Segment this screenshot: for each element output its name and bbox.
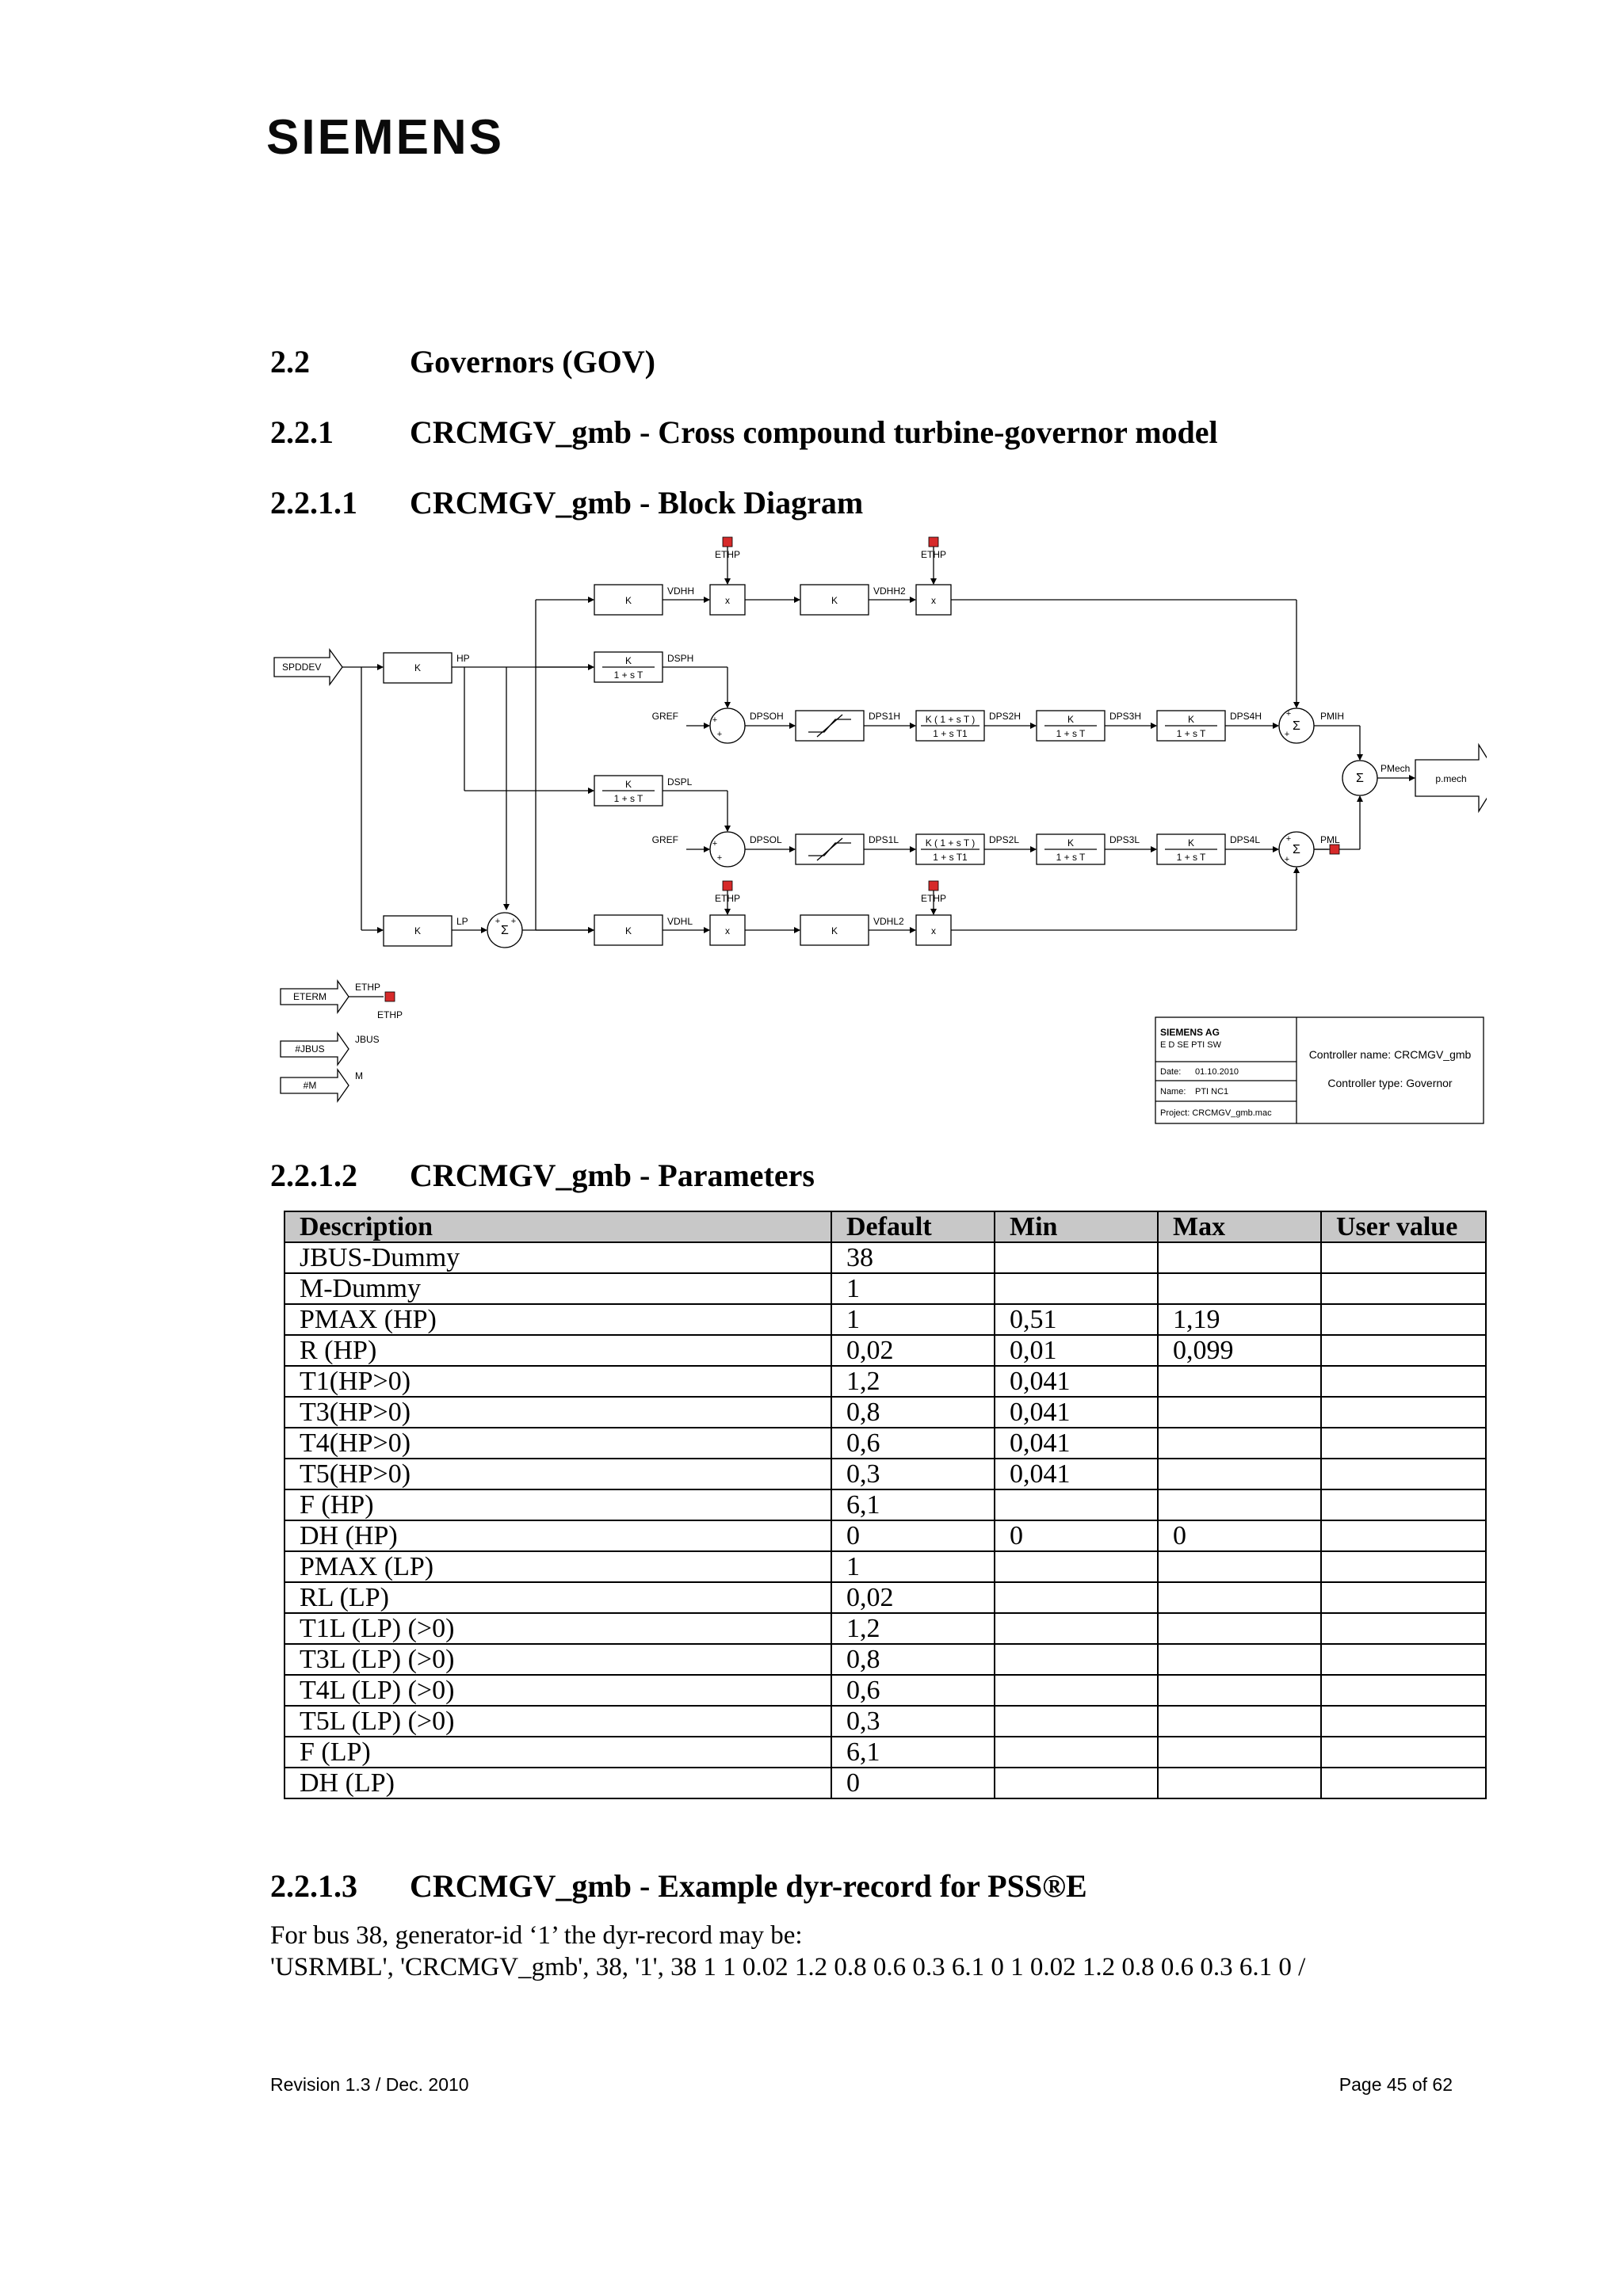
vdhl2-signal-label: VDHL2 [873,916,904,927]
dps4l-signal-label: DPS4L [1230,834,1261,845]
cell-user-value [1321,1304,1486,1335]
gref-label: GREF [651,834,678,845]
cell-description: M-Dummy [285,1273,831,1304]
gain-k: K [831,595,838,606]
dps2h-signal-label: DPS2H [989,711,1022,722]
heading-number: 2.2 [270,344,310,379]
title-block-date: 01.10.2010 [1195,1067,1239,1077]
cell-description: PMAX (HP) [285,1304,831,1335]
cell-description: T4L (LP) (>0) [285,1675,831,1706]
cell-min [995,1582,1158,1613]
cell-description: T5L (LP) (>0) [285,1706,831,1737]
cell-max [1158,1397,1321,1428]
gain-k: K [624,779,632,790]
parameters-table-body [285,1242,1486,1798]
table-row [285,1768,1486,1798]
cell-user-value [1321,1335,1486,1366]
title-block-date-label: Date: [1160,1067,1182,1077]
gain-k: K [1187,837,1195,849]
header-max: Max [1158,1211,1321,1242]
cell-max [1158,1273,1321,1304]
dpsol-signal-label: DPSOL [750,834,782,845]
cell-min: 0,041 [995,1397,1158,1428]
svg-text:+: + [716,730,723,739]
sum-symbol: Σ [1293,843,1300,856]
eterm-label: ETERM [293,991,327,1002]
gref-label: GREF [651,711,678,722]
svg-text:+: + [1284,855,1290,864]
cell-max [1158,1675,1321,1706]
cell-min: 0,041 [995,1428,1158,1459]
heading-number: 2.2.1 [270,414,334,450]
cell-max [1158,1644,1321,1675]
lag-denominator: 1 + s T [1176,852,1206,863]
header-user-value: User value [1321,1211,1486,1242]
cell-max [1158,1551,1321,1582]
cell-max: 1,19 [1158,1304,1321,1335]
gain-k: K [1067,837,1075,849]
table-row [285,1304,1486,1335]
cell-max [1158,1613,1321,1644]
cell-max: 0,099 [1158,1335,1321,1366]
cell-default: 0,3 [831,1459,995,1489]
ethp-input-label: ETHP [355,982,381,993]
lag-denominator: 1 + s T [613,793,643,804]
heading-number: 2.2.1.2 [270,1158,357,1193]
cell-user-value [1321,1489,1486,1520]
cell-description: T3(HP>0) [285,1397,831,1428]
parameters-table [284,1211,1487,1799]
sum-symbol: Σ [1356,772,1364,785]
pml-marker [1330,845,1339,854]
heading-text: CRCMGV_gmb - Parameters [410,1158,815,1193]
cell-default: 1 [831,1551,995,1582]
table-row [285,1706,1486,1737]
cell-user-value [1321,1242,1486,1273]
hp-signal-label: HP [456,653,470,664]
dps2l-signal-label: DPS2L [989,834,1020,845]
gain-k: K [624,655,632,666]
cell-min [995,1644,1158,1675]
m-signal-label: M [355,1070,363,1081]
lag-denominator: 1 + s T [613,669,643,681]
cell-user-value [1321,1768,1486,1798]
title-block-controller-name: Controller name: CRCMGV_gmb [1308,1048,1472,1061]
table-row [285,1397,1486,1428]
multiply-symbol: x [931,595,936,606]
cell-description: JBUS-Dummy [285,1242,831,1273]
svg-text:+: + [495,917,501,926]
table-row [285,1675,1486,1706]
vdhh-signal-label: VDHH [667,585,695,597]
heading-number: 2.2.1.1 [270,485,357,521]
gain-k: K [414,662,422,673]
cell-description: T5(HP>0) [285,1459,831,1489]
table-header-row [285,1211,1486,1242]
ethp-marker [385,992,395,1001]
svg-text:+: + [1285,834,1292,844]
gain-k: K [624,925,632,936]
cell-min [995,1273,1158,1304]
dps1l-signal-label: DPS1L [869,834,899,845]
heading-text: Governors (GOV) [410,344,655,379]
vdhh2-signal-label: VDHH2 [873,585,906,597]
footer-revision: Revision 1.3 / Dec. 2010 [270,2074,469,2095]
cell-default: 6,1 [831,1737,995,1768]
ethp-signal-label: ETHP [920,549,947,560]
leadlag-numerator: K ( 1 + s T ) [925,714,976,725]
cell-default: 0,8 [831,1644,995,1675]
heading-text: CRCMGV_gmb - Cross compound turbine-governor model [410,414,1218,450]
pmech-output-label: p.mech [1435,773,1467,784]
m-input-label: #M [303,1080,317,1091]
header-default: Default [831,1211,995,1242]
table-row [285,1613,1486,1644]
table-row [285,1242,1486,1273]
svg-text:+: + [1285,709,1292,719]
header-description: Description [285,1211,831,1242]
cell-max: 0 [1158,1520,1321,1551]
title-block-controller-type: Controller type: Governor [1327,1077,1453,1089]
cell-max [1158,1737,1321,1768]
dps3h-signal-label: DPS3H [1109,711,1142,722]
cell-max [1158,1582,1321,1613]
sum-symbol: Σ [1293,719,1300,733]
ethp-marker [929,881,938,891]
cell-user-value [1321,1706,1486,1737]
gain-k: K [414,925,422,936]
cell-min: 0 [995,1520,1158,1551]
cell-user-value [1321,1273,1486,1304]
lag-denominator: 1 + s T [1176,728,1206,739]
cell-default: 1 [831,1304,995,1335]
cell-description: T4(HP>0) [285,1428,831,1459]
title-block-name: PTI NC1 [1195,1087,1229,1097]
multiply-symbol: x [725,595,730,606]
table-row [285,1273,1486,1304]
heading-text: CRCMGV_gmb - Example dyr-record for PSS®E [410,1868,1087,1904]
footer-page-number: Page 45 of 62 [1338,2074,1453,2095]
ethp-signal-label: ETHP [714,549,741,560]
cell-user-value [1321,1520,1486,1551]
cell-default: 0 [831,1768,995,1798]
cell-user-value [1321,1582,1486,1613]
sum-symbol: Σ [501,924,509,937]
title-block-dept: E D SE PTI SW [1160,1040,1222,1050]
cell-max [1158,1706,1321,1737]
vdhl-signal-label: VDHL [667,916,693,927]
table-row [285,1582,1486,1613]
cell-description: F (LP) [285,1737,831,1768]
cell-max [1158,1366,1321,1397]
pmech-signal-label: PMech [1381,763,1411,774]
spddev-label: SPDDEV [282,662,322,673]
jbus-input-label: #JBUS [295,1043,325,1055]
lag-denominator: 1 + s T [1056,728,1086,739]
cell-user-value [1321,1675,1486,1706]
ethp-marker [929,537,938,547]
svg-text:+: + [510,917,517,926]
pml-signal-label: PML [1320,834,1340,845]
cell-user-value [1321,1613,1486,1644]
cell-default: 1,2 [831,1366,995,1397]
cell-description: R (HP) [285,1335,831,1366]
dsph-signal-label: DSPH [667,653,694,664]
cell-description: DH (HP) [285,1520,831,1551]
multiply-symbol: x [931,925,936,936]
cell-min [995,1242,1158,1273]
svg-text:+: + [712,839,718,849]
cell-max [1158,1242,1321,1273]
lag-denominator: 1 + s T [1056,852,1086,863]
cell-min [995,1489,1158,1520]
cell-user-value [1321,1428,1486,1459]
cell-max [1158,1459,1321,1489]
cell-default: 0 [831,1520,995,1551]
dps4h-signal-label: DPS4H [1230,711,1262,722]
table-row [285,1335,1486,1366]
cell-min [995,1551,1158,1582]
title-block-company: SIEMENS AG [1160,1027,1220,1038]
example-dyr-record: 'USRMBL', 'CRCMGV_gmb', 38, '1', 38 1 1 0.02 1.2 0.8 0.6 0.3 6.1 0 1 0.02 1.2 0.8 0.6 0.3 6.1 0 / [270,1953,1306,1981]
leadlag-numerator: K ( 1 + s T ) [925,837,976,849]
jbus-signal-label: JBUS [355,1034,380,1045]
lp-sum-junction-2 [710,832,745,867]
table-row [285,1459,1486,1489]
cell-description: T1(HP>0) [285,1366,831,1397]
title-block-project: Project: CRCMGV_gmb.mac [1160,1108,1272,1118]
cell-default: 38 [831,1242,995,1273]
cell-description: RL (LP) [285,1582,831,1613]
heading-text: CRCMGV_gmb - Block Diagram [410,485,864,521]
leadlag-denominator: 1 + s T1 [933,852,968,863]
svg-text:+: + [712,715,718,725]
table-row [285,1520,1486,1551]
svg-text:+: + [1284,730,1290,739]
dspl-signal-label: DSPL [667,776,693,788]
gain-k: K [1067,714,1075,725]
dps1h-signal-label: DPS1H [869,711,901,722]
gain-k: K [624,595,632,606]
siemens-logo: SIEMENS [266,110,505,165]
cell-default: 1,2 [831,1613,995,1644]
cell-min [995,1706,1158,1737]
cell-user-value [1321,1551,1486,1582]
cell-user-value [1321,1737,1486,1768]
ethp-marker [723,881,732,891]
dpsoh-signal-label: DPSOH [750,711,784,722]
ethp-signal-label: ETHP [714,893,741,904]
cell-min [995,1675,1158,1706]
cell-min: 0,041 [995,1366,1158,1397]
gain-k: K [1187,714,1195,725]
gain-k: K [831,925,838,936]
cell-description: T3L (LP) (>0) [285,1644,831,1675]
cell-description: F (HP) [285,1489,831,1520]
cell-default: 0,6 [831,1675,995,1706]
cell-max [1158,1768,1321,1798]
cell-default: 0,6 [831,1428,995,1459]
heading-number: 2.2.1.3 [270,1868,357,1904]
ethp-marker [723,537,732,547]
leadlag-denominator: 1 + s T1 [933,728,968,739]
cell-default: 0,8 [831,1397,995,1428]
cell-default: 6,1 [831,1489,995,1520]
ethp-output-label: ETHP [376,1009,403,1020]
cell-min [995,1737,1158,1768]
pmih-signal-label: PMIH [1320,711,1344,722]
ethp-signal-label: ETHP [920,893,947,904]
cell-min: 0,01 [995,1335,1158,1366]
cell-user-value [1321,1397,1486,1428]
cell-default: 1 [831,1273,995,1304]
lp-signal-label: LP [456,916,468,927]
cell-description: T1L (LP) (>0) [285,1613,831,1644]
example-intro: For bus 38, generator-id ‘1’ the dyr-record may be: [270,1921,803,1950]
multiply-symbol: x [725,925,730,936]
cell-max [1158,1428,1321,1459]
cell-default: 0,02 [831,1582,995,1613]
dps3l-signal-label: DPS3L [1109,834,1140,845]
cell-max [1158,1489,1321,1520]
cell-user-value [1321,1366,1486,1397]
table-row [285,1428,1486,1459]
cell-min [995,1613,1158,1644]
cell-min: 0,041 [995,1459,1158,1489]
header-min: Min [995,1211,1158,1242]
table-row [285,1644,1486,1675]
cell-default: 0,3 [831,1706,995,1737]
hp-sum-junction [710,708,745,743]
cell-min [995,1768,1158,1798]
cell-user-value [1321,1644,1486,1675]
table-row [285,1551,1486,1582]
table-row [285,1489,1486,1520]
table-row [285,1366,1486,1397]
svg-text:+: + [716,853,723,863]
cell-description: PMAX (LP) [285,1551,831,1582]
cell-default: 0,02 [831,1335,995,1366]
cell-min: 0,51 [995,1304,1158,1335]
cell-description: DH (LP) [285,1768,831,1798]
block-diagram [266,532,1487,1135]
table-row [285,1737,1486,1768]
title-block-name-label: Name: [1160,1087,1186,1097]
cell-user-value [1321,1459,1486,1489]
